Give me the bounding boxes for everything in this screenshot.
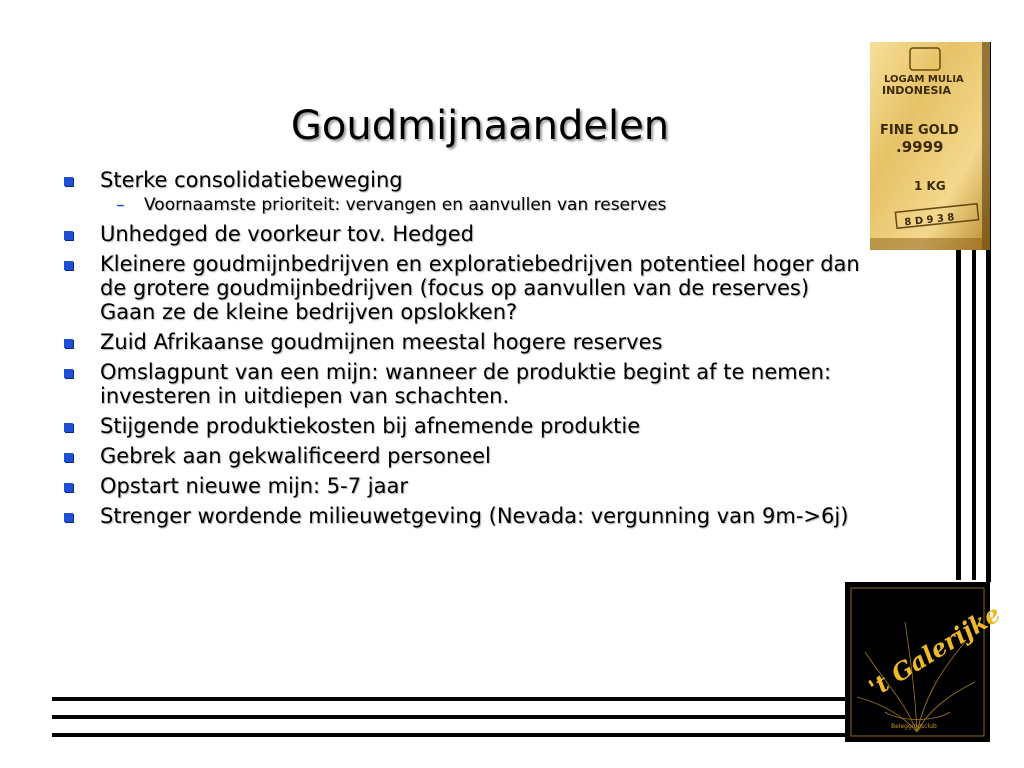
bullet-square-icon	[64, 423, 73, 432]
bullet-square-icon	[64, 369, 73, 378]
bullet-item	[62, 414, 922, 438]
bullet-item	[62, 168, 922, 192]
bullet-square-icon	[64, 177, 73, 186]
bullet-text: investeren in uitdiepen van schachten.	[100, 384, 510, 408]
bullet-square-icon	[64, 483, 73, 492]
bullet-square-icon	[64, 231, 73, 240]
bullet-text: Sterke consolidatiebeweging	[100, 168, 403, 192]
bullet-square-icon	[64, 261, 73, 270]
bullet-item	[62, 252, 922, 324]
bullet-text: Gebrek aan gekwalificeerd personeel	[100, 444, 491, 468]
bullet-text: Gaan ze de kleine bedrijven opslokken?	[100, 300, 518, 324]
bullet-text: Stijgende produktiekosten bij afnemende produktie	[100, 414, 641, 438]
gold-bar-image	[870, 42, 990, 250]
logo-name: 't Galerijke	[863, 598, 1006, 703]
dash-icon: –	[116, 195, 125, 215]
sub-bullet-item	[62, 195, 922, 215]
bullet-text: Kleinere goudmijnbedrijven en exploratiebedrijven potentieel hoger dan	[100, 252, 860, 276]
bullet-list	[62, 168, 922, 534]
bullet-square-icon	[64, 453, 73, 462]
gold-bar-text: FINE GOLD	[880, 123, 959, 138]
bullet-item	[62, 222, 922, 246]
bullet-text: Omslagpunt van een mijn: wanneer de produktie begint af te nemen:	[100, 360, 832, 384]
gold-bar-serial: 8 D 9 3 8	[903, 212, 955, 229]
decor-vertical-bar	[972, 250, 976, 580]
sub-bullet-text: Voornaamste prioriteit: vervangen en aanvullen van reserves	[144, 195, 667, 215]
bullet-item	[62, 330, 922, 354]
club-logo	[845, 582, 1006, 742]
bullet-item	[62, 444, 922, 468]
decor-horizontal-bar	[52, 715, 847, 719]
bullet-text: Opstart nieuwe mijn: 5-7 jaar	[100, 474, 408, 498]
logo-tagline: Beleggingsclub	[891, 723, 937, 730]
gold-bar-text: 1 KG	[914, 179, 946, 193]
bullet-text: Strenger wordende milieuwetgeving (Nevada: vergunning van 9m->6j)	[100, 504, 849, 528]
bullet-item	[62, 474, 922, 498]
gold-bar-text: INDONESIA	[882, 84, 952, 97]
slide-title: Goudmijnaandelen	[290, 103, 670, 149]
bullet-item	[62, 504, 922, 528]
bullet-text: de grotere goudmijnbedrijven (focus op aanvullen van de reserves)	[100, 276, 810, 300]
decor-vertical-bar	[956, 250, 961, 580]
decor-horizontal-bar	[52, 733, 847, 737]
bullet-square-icon	[64, 339, 73, 348]
decor-horizontal-bar	[52, 697, 847, 701]
bullet-square-icon	[64, 513, 73, 522]
bullet-item	[62, 360, 922, 408]
bullet-text: Unhedged de voorkeur tov. Hedged	[100, 222, 474, 246]
bullet-text: Zuid Afrikaanse goudmijnen meestal hogere reserves	[100, 330, 663, 354]
gold-bar-text: LOGAM MULIA	[884, 74, 964, 85]
gold-bar-text: .9999	[896, 138, 944, 156]
